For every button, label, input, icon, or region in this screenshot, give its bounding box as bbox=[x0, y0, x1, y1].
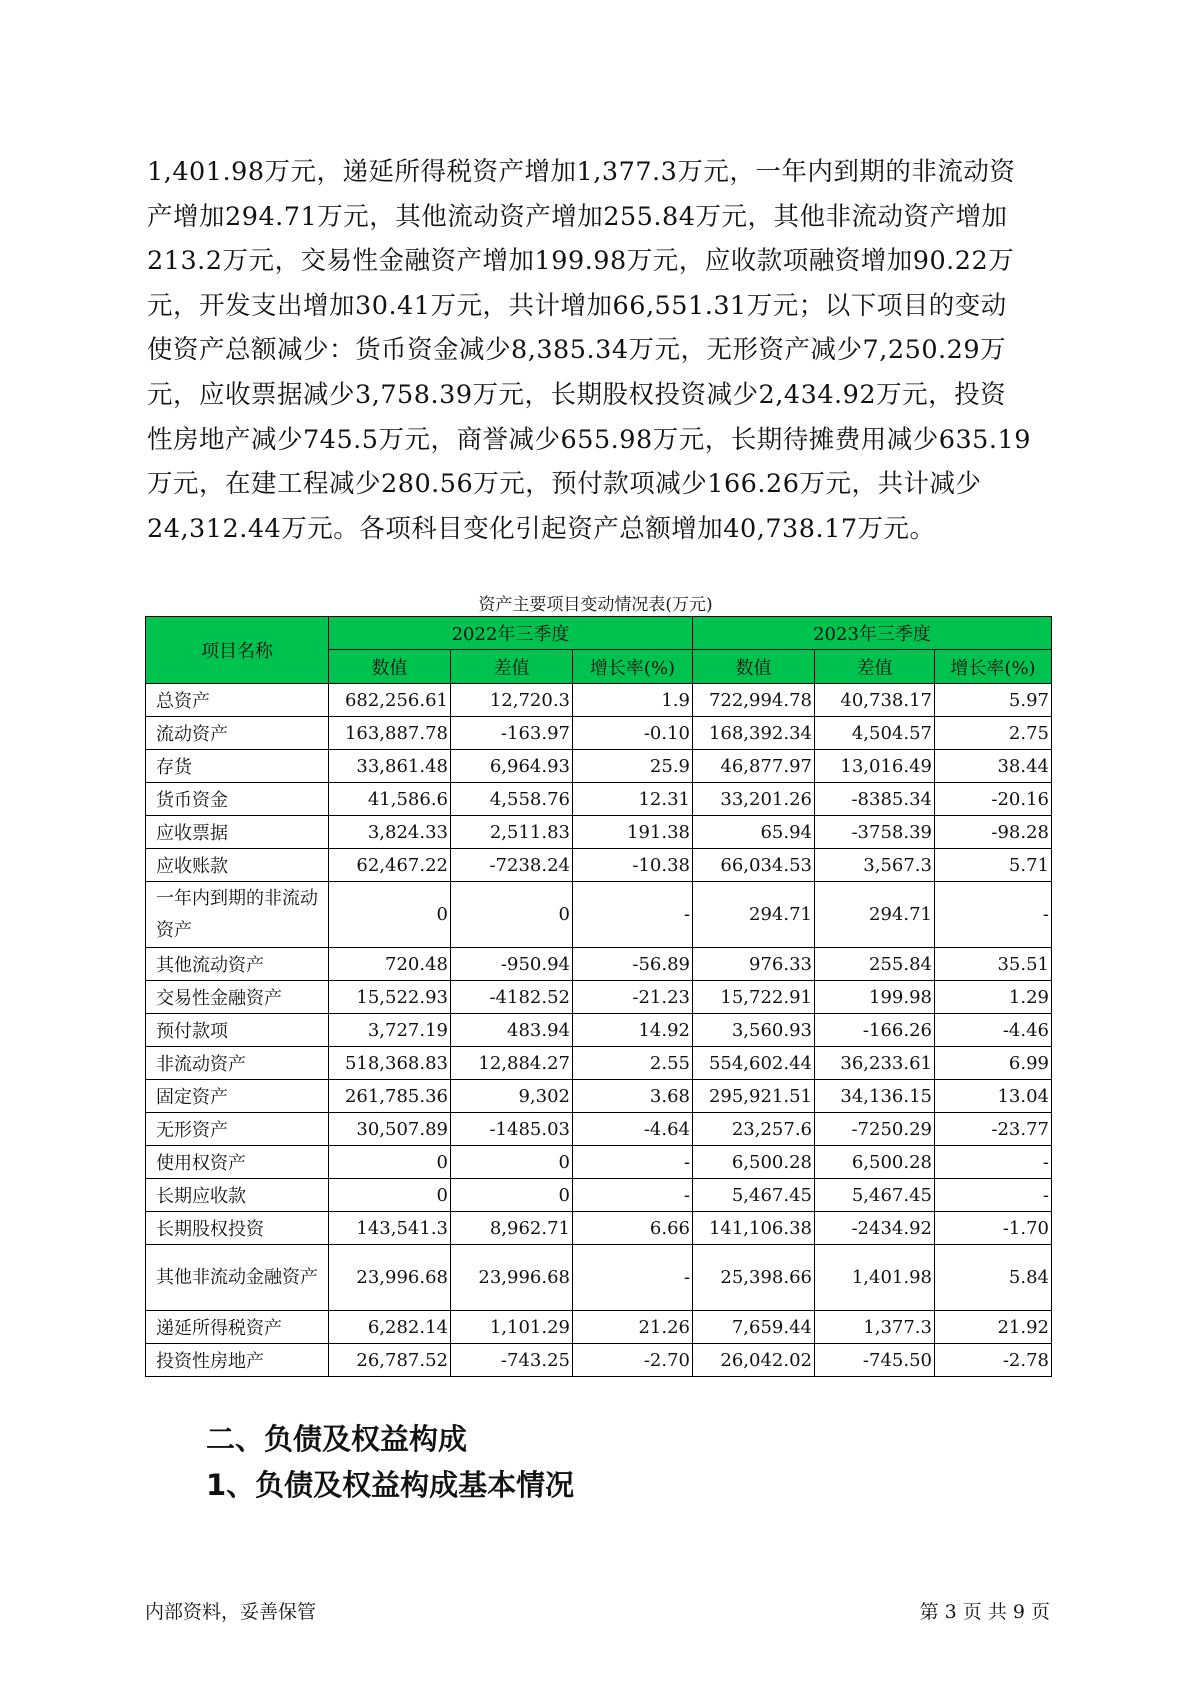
cell-value: 5.71 bbox=[935, 849, 1052, 882]
cell-value: 5.97 bbox=[935, 684, 1052, 717]
header-period-2022: 2022年三季度 bbox=[329, 617, 693, 650]
cell-value: 1.29 bbox=[935, 981, 1052, 1014]
cell-value: 294.71 bbox=[815, 882, 935, 948]
cell-value: 6.66 bbox=[573, 1212, 693, 1245]
cell-value: -2.70 bbox=[573, 1344, 693, 1377]
cell-value: 2.55 bbox=[573, 1047, 693, 1080]
row-label: 流动资产 bbox=[146, 717, 329, 750]
paragraph-line: 24,312.44万元。各项科目变化引起资产总额增加40,738.17万元。 bbox=[147, 513, 936, 544]
cell-value: 2.75 bbox=[935, 717, 1052, 750]
table-row bbox=[146, 1179, 1052, 1212]
table-row bbox=[146, 981, 1052, 1014]
cell-value: - bbox=[573, 1146, 693, 1179]
row-label: 货币资金 bbox=[146, 783, 329, 816]
cell-value: - bbox=[573, 1245, 693, 1311]
cell-value: 295,921.51 bbox=[693, 1080, 815, 1113]
row-label: 应收票据 bbox=[146, 816, 329, 849]
cell-value: - bbox=[935, 882, 1052, 948]
header-value: 数值 bbox=[693, 650, 815, 684]
cell-value: 0 bbox=[329, 1146, 451, 1179]
cell-value: 4,558.76 bbox=[451, 783, 573, 816]
cell-value: 0 bbox=[329, 1179, 451, 1212]
row-label: 预付款项 bbox=[146, 1014, 329, 1047]
cell-value: 21.92 bbox=[935, 1311, 1052, 1344]
cell-value: 255.84 bbox=[815, 948, 935, 981]
cell-value: -166.26 bbox=[815, 1014, 935, 1047]
body-paragraph bbox=[147, 150, 1047, 551]
cell-value: -98.28 bbox=[935, 816, 1052, 849]
header-value: 数值 bbox=[329, 650, 451, 684]
table-row bbox=[146, 684, 1052, 717]
row-label: 递延所得税资产 bbox=[146, 1311, 329, 1344]
cell-value: 33,861.48 bbox=[329, 750, 451, 783]
cell-value: -0.10 bbox=[573, 717, 693, 750]
cell-value: -3758.39 bbox=[815, 816, 935, 849]
table-row bbox=[146, 1014, 1052, 1047]
cell-value: -10.38 bbox=[573, 849, 693, 882]
cell-value: 26,787.52 bbox=[329, 1344, 451, 1377]
cell-value: 3.68 bbox=[573, 1080, 693, 1113]
cell-value: -743.25 bbox=[451, 1344, 573, 1377]
row-label: 存货 bbox=[146, 750, 329, 783]
row-label: 使用权资产 bbox=[146, 1146, 329, 1179]
cell-value: 3,824.33 bbox=[329, 816, 451, 849]
cell-value: 518,368.83 bbox=[329, 1047, 451, 1080]
cell-value: 30,507.89 bbox=[329, 1113, 451, 1146]
table-row bbox=[146, 717, 1052, 750]
cell-value: 21.26 bbox=[573, 1311, 693, 1344]
table-row bbox=[146, 1080, 1052, 1113]
cell-value: 34,136.15 bbox=[815, 1080, 935, 1113]
cell-value: 5.84 bbox=[935, 1245, 1052, 1311]
cell-value: 25,398.66 bbox=[693, 1245, 815, 1311]
cell-value: 13,016.49 bbox=[815, 750, 935, 783]
cell-value: -1.70 bbox=[935, 1212, 1052, 1245]
cell-value: 483.94 bbox=[451, 1014, 573, 1047]
cell-value: 2,511.83 bbox=[451, 816, 573, 849]
cell-value: 976.33 bbox=[693, 948, 815, 981]
cell-value: 23,996.68 bbox=[329, 1245, 451, 1311]
cell-value: -163.97 bbox=[451, 717, 573, 750]
cell-value: 12,884.27 bbox=[451, 1047, 573, 1080]
cell-value: 26,042.02 bbox=[693, 1344, 815, 1377]
cell-value: 261,785.36 bbox=[329, 1080, 451, 1113]
table-row bbox=[146, 1047, 1052, 1080]
cell-value: 15,722.91 bbox=[693, 981, 815, 1014]
cell-value: 36,233.61 bbox=[815, 1047, 935, 1080]
header-rate: 增长率(%) bbox=[573, 650, 693, 684]
footer-note: 内部资料，妥善保管 bbox=[145, 1601, 317, 1623]
cell-value: 722,994.78 bbox=[693, 684, 815, 717]
cell-value: 1,401.98 bbox=[815, 1245, 935, 1311]
cell-value: 1,377.3 bbox=[815, 1311, 935, 1344]
cell-value: 5,467.45 bbox=[693, 1179, 815, 1212]
cell-value: 14.92 bbox=[573, 1014, 693, 1047]
table-caption: 资产主要项目变动情况表(万元) bbox=[478, 595, 713, 615]
paragraph-line: 1,401.98万元，递延所得税资产增加1,377.3万元，一年内到期的非流动资 bbox=[147, 157, 1016, 187]
cell-value: 199.98 bbox=[815, 981, 935, 1014]
paragraph-line: 万元，在建工程减少280.56万元，预付款项减少166.26万元，共计减少 bbox=[147, 469, 982, 500]
cell-value: 13.04 bbox=[935, 1080, 1052, 1113]
cell-value: 143,541.3 bbox=[329, 1212, 451, 1245]
cell-value: 7,659.44 bbox=[693, 1311, 815, 1344]
table-row bbox=[146, 1344, 1052, 1377]
paragraph-line: 使资产总额减少：货币资金减少8,385.34万元，无形资产减少7,250.29万 bbox=[147, 335, 1007, 366]
cell-value: 0 bbox=[451, 1146, 573, 1179]
cell-value: 5,467.45 bbox=[815, 1179, 935, 1212]
cell-value: 554,602.44 bbox=[693, 1047, 815, 1080]
row-label: 投资性房地产 bbox=[146, 1344, 329, 1377]
row-label: 总资产 bbox=[146, 684, 329, 717]
table-row bbox=[146, 1113, 1052, 1146]
row-label: 一年内到期的非流动资产 bbox=[146, 882, 329, 948]
paragraph-line: 产增加294.71万元，其他流动资产增加255.84万元，其他非流动资产增加 bbox=[147, 201, 1008, 232]
table-row bbox=[146, 849, 1052, 882]
cell-value: 40,738.17 bbox=[815, 684, 935, 717]
cell-value: -56.89 bbox=[573, 948, 693, 981]
cell-value: 12.31 bbox=[573, 783, 693, 816]
asset-change-table bbox=[145, 616, 1052, 1377]
section-heading: 二、负债及权益构成 bbox=[206, 1422, 468, 1456]
cell-value: 682,256.61 bbox=[329, 684, 451, 717]
page-number: 第 3 页 共 9 页 bbox=[919, 1601, 1050, 1623]
cell-value: 33,201.26 bbox=[693, 783, 815, 816]
cell-value: 0 bbox=[329, 882, 451, 948]
cell-value: 163,887.78 bbox=[329, 717, 451, 750]
paragraph-line: 性房地产减少745.5万元，商誉减少655.98万元，长期待摊费用减少635.19 bbox=[147, 424, 1031, 455]
cell-value: 15,522.93 bbox=[329, 981, 451, 1014]
cell-value: 720.48 bbox=[329, 948, 451, 981]
cell-value: -4.64 bbox=[573, 1113, 693, 1146]
row-label: 长期应收款 bbox=[146, 1179, 329, 1212]
cell-value: 0 bbox=[451, 1179, 573, 1212]
cell-value: -21.23 bbox=[573, 981, 693, 1014]
cell-value: 46,877.97 bbox=[693, 750, 815, 783]
table-row bbox=[146, 1146, 1052, 1179]
cell-value: 168,392.34 bbox=[693, 717, 815, 750]
cell-value: 65.94 bbox=[693, 816, 815, 849]
cell-value: 6,500.28 bbox=[815, 1146, 935, 1179]
cell-value: 23,257.6 bbox=[693, 1113, 815, 1146]
cell-value: -23.77 bbox=[935, 1113, 1052, 1146]
table-row bbox=[146, 882, 1052, 948]
row-label: 应收账款 bbox=[146, 849, 329, 882]
paragraph-line: 元，应收票据减少3,758.39万元，长期股权投资减少2,434.92万元，投资 bbox=[147, 379, 1007, 410]
cell-value: 0 bbox=[451, 882, 573, 948]
cell-value: - bbox=[573, 882, 693, 948]
cell-value: -4.46 bbox=[935, 1014, 1052, 1047]
row-label: 无形资产 bbox=[146, 1113, 329, 1146]
cell-value: 8,962.71 bbox=[451, 1212, 573, 1245]
row-label: 交易性金融资产 bbox=[146, 981, 329, 1014]
row-label: 长期股权投资 bbox=[146, 1212, 329, 1245]
table-body bbox=[146, 684, 1052, 1377]
cell-value: -1485.03 bbox=[451, 1113, 573, 1146]
cell-value: -20.16 bbox=[935, 783, 1052, 816]
header-diff: 差值 bbox=[815, 650, 935, 684]
cell-value: 1,101.29 bbox=[451, 1311, 573, 1344]
cell-value: 141,106.38 bbox=[693, 1212, 815, 1245]
cell-value: 41,586.6 bbox=[329, 783, 451, 816]
subsection-heading: 1、负债及权益构成基本情况 bbox=[206, 1468, 575, 1502]
table-row bbox=[146, 783, 1052, 816]
cell-value: -2434.92 bbox=[815, 1212, 935, 1245]
cell-value: - bbox=[935, 1179, 1052, 1212]
cell-value: 38.44 bbox=[935, 750, 1052, 783]
cell-value: 35.51 bbox=[935, 948, 1052, 981]
table-row bbox=[146, 948, 1052, 981]
cell-value: 9,302 bbox=[451, 1080, 573, 1113]
cell-value: -745.50 bbox=[815, 1344, 935, 1377]
header-rate: 增长率(%) bbox=[935, 650, 1052, 684]
row-label: 非流动资产 bbox=[146, 1047, 329, 1080]
paragraph-line: 213.2万元，交易性金融资产增加199.98万元，应收款项融资增加90.22万 bbox=[147, 246, 1015, 277]
cell-value: 4,504.57 bbox=[815, 717, 935, 750]
cell-value: 23,996.68 bbox=[451, 1245, 573, 1311]
cell-value: -950.94 bbox=[451, 948, 573, 981]
table-row bbox=[146, 1212, 1052, 1245]
paragraph-line: 元，开发支出增加30.41万元，共计增加66,551.31万元；以下项目的变动 bbox=[147, 290, 1007, 321]
cell-value: 62,467.22 bbox=[329, 849, 451, 882]
cell-value: 191.38 bbox=[573, 816, 693, 849]
cell-value: -7250.29 bbox=[815, 1113, 935, 1146]
cell-value: 6,964.93 bbox=[451, 750, 573, 783]
cell-value: -7238.24 bbox=[451, 849, 573, 882]
table-row bbox=[146, 1311, 1052, 1344]
cell-value: 6,282.14 bbox=[329, 1311, 451, 1344]
cell-value: 3,727.19 bbox=[329, 1014, 451, 1047]
header-period-2023: 2023年三季度 bbox=[693, 617, 1052, 650]
cell-value: 6.99 bbox=[935, 1047, 1052, 1080]
cell-value: - bbox=[935, 1146, 1052, 1179]
cell-value: 1.9 bbox=[573, 684, 693, 717]
cell-value: 66,034.53 bbox=[693, 849, 815, 882]
cell-value: 3,567.3 bbox=[815, 849, 935, 882]
table-row bbox=[146, 750, 1052, 783]
row-label: 固定资产 bbox=[146, 1080, 329, 1113]
cell-value: -8385.34 bbox=[815, 783, 935, 816]
table-row bbox=[146, 816, 1052, 849]
row-label: 其他流动资产 bbox=[146, 948, 329, 981]
header-diff: 差值 bbox=[451, 650, 573, 684]
cell-value: 3,560.93 bbox=[693, 1014, 815, 1047]
table-row bbox=[146, 1245, 1052, 1311]
cell-value: 294.71 bbox=[693, 882, 815, 948]
cell-value: 25.9 bbox=[573, 750, 693, 783]
cell-value: -4182.52 bbox=[451, 981, 573, 1014]
row-label: 其他非流动金融资产 bbox=[146, 1245, 329, 1311]
header-item-name: 项目名称 bbox=[146, 617, 329, 684]
cell-value: -2.78 bbox=[935, 1344, 1052, 1377]
cell-value: 6,500.28 bbox=[693, 1146, 815, 1179]
cell-value: 12,720.3 bbox=[451, 684, 573, 717]
cell-value: - bbox=[573, 1179, 693, 1212]
